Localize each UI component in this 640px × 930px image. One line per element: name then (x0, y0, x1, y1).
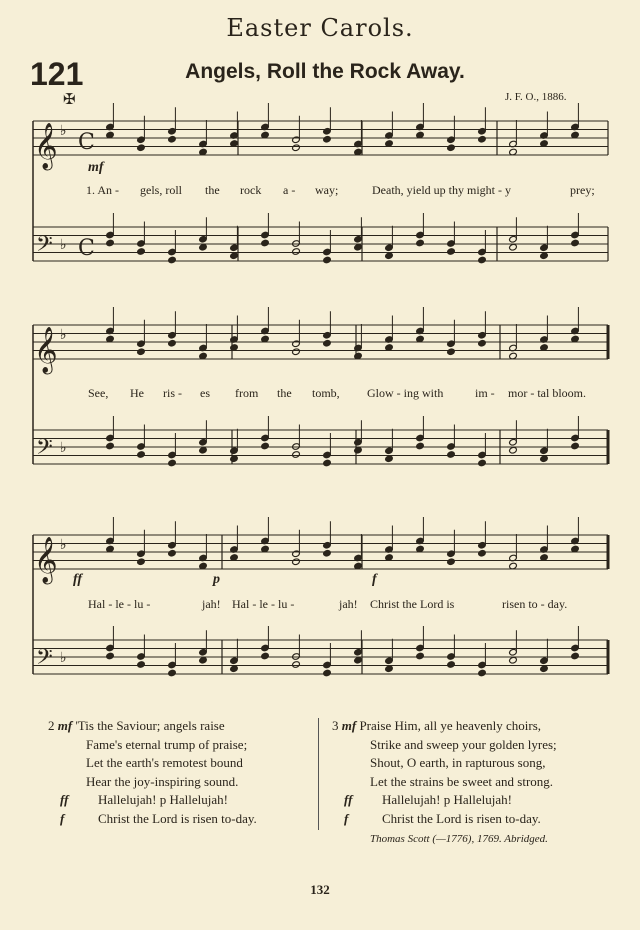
note-head (478, 669, 487, 677)
verse-line: Strike and sweep your golden lyres; (370, 736, 557, 752)
lyric: a - (283, 183, 296, 197)
flat-sign-icon: ♭ (60, 327, 67, 343)
verse-line: Christ the Lord is risen to-day. (98, 810, 257, 826)
verse-line: Let the earth's remotest bound (86, 755, 243, 771)
treble-clef-icon: 𝄞 (34, 327, 58, 373)
cross-icon: ✠ (63, 92, 76, 108)
verse-line (48, 717, 257, 736)
dynamic-mark: ff (73, 572, 83, 587)
note-head (571, 442, 580, 450)
note-head (447, 558, 456, 566)
lyric: risen to - day. (502, 597, 568, 611)
note-head (323, 135, 332, 143)
lyric: See, (88, 386, 109, 400)
lyric: Hal - le - lu - (88, 597, 151, 611)
note-head (571, 239, 580, 247)
note-head (323, 459, 332, 467)
page-number: 132 (310, 882, 330, 897)
lyric: way; (315, 183, 339, 197)
dynamic-mark: mf (57, 718, 73, 733)
verse-number: 3 (332, 718, 339, 733)
hymn-title: Angels, Roll the Rock Away. (185, 60, 465, 83)
note-head (230, 665, 239, 673)
verse-line: Fame's eternal trump of praise; (86, 736, 248, 752)
note-head (323, 256, 332, 264)
flat-sign-icon: ♭ (60, 123, 67, 139)
dynamic-mark: ff (344, 792, 353, 808)
note-head (137, 558, 146, 566)
note-head (292, 348, 301, 356)
note-head (292, 661, 301, 669)
note-head (509, 656, 518, 664)
verse-text: 'Tis the Saviour; angels raise (75, 718, 225, 733)
dynamic-mark: f (344, 810, 349, 826)
verse-line: Hallelujah! p Hallelujah! (382, 792, 512, 808)
note-head (168, 549, 177, 557)
note-head (168, 669, 177, 677)
lyric: rock (240, 183, 262, 197)
treble-clef-icon: 𝄞 (34, 537, 58, 583)
note-head (478, 459, 487, 467)
note-head (354, 446, 363, 454)
dynamic-mark: ff (60, 792, 69, 808)
note-head (292, 451, 301, 459)
tune-attribution: J. F. O., 1886. (505, 91, 567, 103)
verse-line: Christ the Lord is risen to-day. (382, 810, 541, 826)
lyric: Glow - ing with (367, 386, 444, 400)
lyric: ris - (163, 386, 182, 400)
common-time-icon: C (78, 130, 95, 155)
note-head (385, 665, 394, 673)
lyric: im - (475, 386, 495, 400)
section-header: Easter Carols. (226, 14, 414, 42)
note-head (168, 459, 177, 467)
common-time-icon: C (78, 236, 95, 261)
column-divider (318, 718, 319, 830)
lyric: Hal - le - lu - (232, 597, 295, 611)
note-head (323, 669, 332, 677)
dynamic-mark: mf (88, 160, 104, 175)
verse-text: Praise Him, all ye heavenly choirs, (359, 718, 542, 733)
lyric: jah! (202, 597, 221, 611)
note-head (416, 442, 425, 450)
lyric: the (277, 386, 292, 400)
note-head (478, 135, 487, 143)
note-head (137, 451, 146, 459)
note-head (416, 652, 425, 660)
lyric: es (200, 386, 210, 400)
lyric: from (235, 386, 259, 400)
treble-clef-icon: 𝄞 (34, 123, 58, 169)
dynamic-mark: f (372, 572, 377, 587)
note-head (106, 239, 115, 247)
verse-3 (332, 717, 557, 829)
note-head (199, 243, 208, 251)
note-head (168, 256, 177, 264)
note-head (137, 661, 146, 669)
lyric: jah! (339, 597, 358, 611)
bass-clef-icon: 𝄢 (36, 645, 53, 675)
flat-sign-icon: ♭ (60, 650, 67, 666)
note-head (447, 661, 456, 669)
note-head (447, 144, 456, 152)
lyric: Christ the Lord is (370, 597, 455, 611)
note-head (385, 252, 394, 260)
note-head (540, 455, 549, 463)
verse-line: Hear the joy-inspiring sound. (86, 773, 239, 789)
note-head (571, 652, 580, 660)
note-head (540, 665, 549, 673)
lyric: prey; (570, 183, 595, 197)
note-head (385, 455, 394, 463)
note-head (230, 455, 239, 463)
note-head (230, 252, 239, 260)
lyric: tomb, (312, 386, 340, 400)
note-head (106, 442, 115, 450)
note-head (323, 339, 332, 347)
note-head (509, 446, 518, 454)
verse-line: Let the strains be sweet and strong. (370, 773, 554, 789)
note-head (292, 144, 301, 152)
note-head (354, 243, 363, 251)
note-head (261, 239, 270, 247)
note-head (292, 558, 301, 566)
note-head (199, 656, 208, 664)
hymn-number: 121 (30, 56, 84, 92)
lyric: He (130, 386, 144, 400)
verse-2 (48, 717, 257, 829)
note-head (137, 248, 146, 256)
dynamic-mark: f (60, 810, 65, 826)
lyric: the (205, 183, 220, 197)
note-head (447, 248, 456, 256)
verse-line: Hallelujah! p Hallelujah! (98, 792, 228, 808)
lyric: gels, roll (140, 183, 182, 197)
note-head (540, 252, 549, 260)
lyric: Death, yield up thy might - y (372, 183, 511, 197)
note-head (323, 549, 332, 557)
verse-number: 2 (48, 718, 55, 733)
note-head (199, 446, 208, 454)
bass-clef-icon: 𝄢 (36, 232, 53, 262)
dynamic-mark: mf (341, 718, 357, 733)
note-head (168, 339, 177, 347)
note-head (292, 248, 301, 256)
note-head (137, 144, 146, 152)
dynamic-mark: p (213, 572, 220, 587)
note-head (168, 135, 177, 143)
bass-clef-icon: 𝄢 (36, 435, 53, 465)
author-credit: Thomas Scott (—1776), 1769. Abridged. (370, 833, 548, 845)
note-head (478, 549, 487, 557)
note-head (447, 451, 456, 459)
flat-sign-icon: ♭ (60, 537, 67, 553)
verse-line: Shout, O earth, in rapturous song, (370, 755, 546, 771)
note-head (106, 652, 115, 660)
note-head (261, 652, 270, 660)
note-head (509, 243, 518, 251)
note-head (261, 442, 270, 450)
note-head (137, 348, 146, 356)
flat-sign-icon: ♭ (60, 440, 67, 456)
note-head (478, 339, 487, 347)
note-head (447, 348, 456, 356)
verse-line (332, 717, 557, 736)
lyric: 1. An - (86, 183, 119, 197)
note-head (354, 656, 363, 664)
flat-sign-icon: ♭ (60, 237, 67, 253)
note-head (416, 239, 425, 247)
note-head (478, 256, 487, 264)
lyric: mor - tal bloom. (508, 386, 586, 400)
